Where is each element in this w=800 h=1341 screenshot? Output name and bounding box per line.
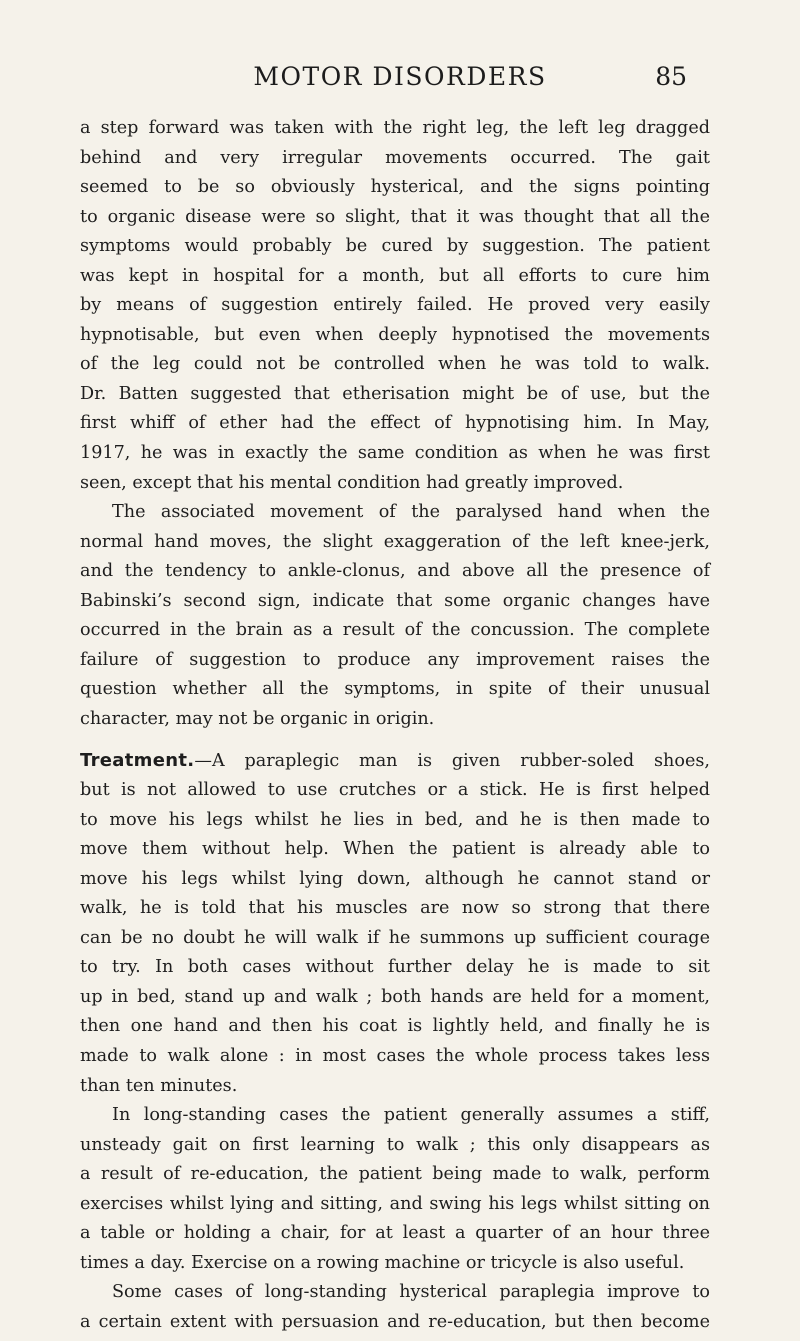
text-line: move them without help. When the patient is already able to [80, 839, 710, 860]
text-line: Some cases of long-standing hysterical paraplegia improve to [112, 1282, 710, 1303]
text-run: —A paraplegic man is given rubber-soled shoes, [194, 751, 710, 772]
running-head: MOTOR DISORDERS [253, 62, 547, 91]
paragraph-case-description [80, 114, 710, 498]
section-heading-treatment: Treatment. [80, 750, 195, 772]
text-line: but is not allowed to use crutches or a stick. He is first helped [80, 780, 710, 801]
text-line: The associated movement of the paralysed hand when the [112, 502, 710, 523]
text-line: up in bed, stand up and walk ; both hands are held for a moment, [80, 986, 710, 1007]
paragraph-hysterical-paraplegia [80, 1278, 710, 1337]
text-line: occurred in the brain as a result of the concussion. The complete [80, 620, 710, 641]
text-line: move his legs whilst lying down, although he cannot stand or [80, 868, 710, 889]
text-line: exercises whilst lying and sitting, and swing his legs whilst sitting on [80, 1193, 710, 1214]
text-line: of the leg could not be controlled when he was told to walk. [80, 354, 710, 375]
text-line: then one hand and then his coat is lightly held, and finally he is [80, 1016, 710, 1037]
text-line: a step forward was taken with the right leg, the left leg dragged [80, 118, 710, 138]
text-line: to organic disease were so slight, that it was thought that all the [80, 206, 710, 227]
text-line: by means of suggestion entirely failed. He proved very easily [80, 295, 710, 316]
text-line: seen, except that his mental condition had greatly improved. [80, 472, 624, 493]
text-line: In long-standing cases the patient generally assumes a stiff, [112, 1105, 710, 1126]
paragraph-associated-movement [80, 498, 710, 734]
text-line: unsteady gait on first learning to walk ; this only disappears as [80, 1134, 710, 1155]
page-header [0, 62, 800, 102]
text-line: character, may not be organic in origin. [80, 708, 435, 729]
paragraph-long-standing-cases [80, 1101, 710, 1278]
text-line: question whether all the symptoms, in spite of their unusual [80, 679, 710, 700]
text-line: seemed to be so obviously hysterical, and the signs pointing [80, 177, 710, 198]
text-line: failure of suggestion to produce any improvement raises the [80, 649, 710, 670]
text-line: made to walk alone : in most cases the whole process takes less [80, 1045, 710, 1066]
text-line: than ten minutes. [80, 1075, 238, 1096]
text-line: and the tendency to ankle-clonus, and above all the presence of [80, 561, 710, 582]
text-line: to try. In both cases without further delay he is made to sit [80, 957, 710, 978]
text-line: a table or holding a chair, for at least a quarter of an hour three [80, 1223, 710, 1244]
text-line [80, 746, 710, 776]
paragraph-gap [80, 734, 710, 746]
text-line: Dr. Batten suggested that etherisation might be of use, but the [80, 383, 710, 404]
text-line: symptoms would probably be cured by suggestion. The patient [80, 236, 710, 257]
page-number: 85 [655, 62, 687, 91]
paragraph-treatment [80, 746, 710, 1101]
text-line: Babinski’s second sign, indicate that some organic changes have [80, 590, 710, 611]
text-line: to move his legs whilst he lies in bed, and he is then made to [80, 809, 710, 830]
text-line: times a day. Exercise on a rowing machine or tricycle is also useful. [80, 1252, 685, 1273]
text-line: normal hand moves, the slight exaggeration of the left knee-jerk, [80, 531, 710, 552]
text-line: 1917, he was in exactly the same condition as when he was first [80, 443, 710, 464]
text-line: a result of re-education, the patient being made to walk, perform [80, 1164, 710, 1185]
text-line: behind and very irregular movements occurred. The gait [80, 147, 710, 168]
text-line: can be no doubt he will walk if he summons up sufficient courage [80, 927, 710, 948]
body-text [80, 114, 710, 1337]
text-line: was kept in hospital for a month, but all efforts to cure him [80, 265, 710, 286]
text-line: a certain extent with persuasion and re-education, but then become [80, 1311, 710, 1332]
text-line: first whiff of ether had the effect of hypnotising him. In May, [80, 413, 710, 434]
text-line: walk, he is told that his muscles are now so strong that there [80, 898, 710, 919]
text-line: hypnotisable, but even when deeply hypnotised the movements [80, 324, 710, 345]
